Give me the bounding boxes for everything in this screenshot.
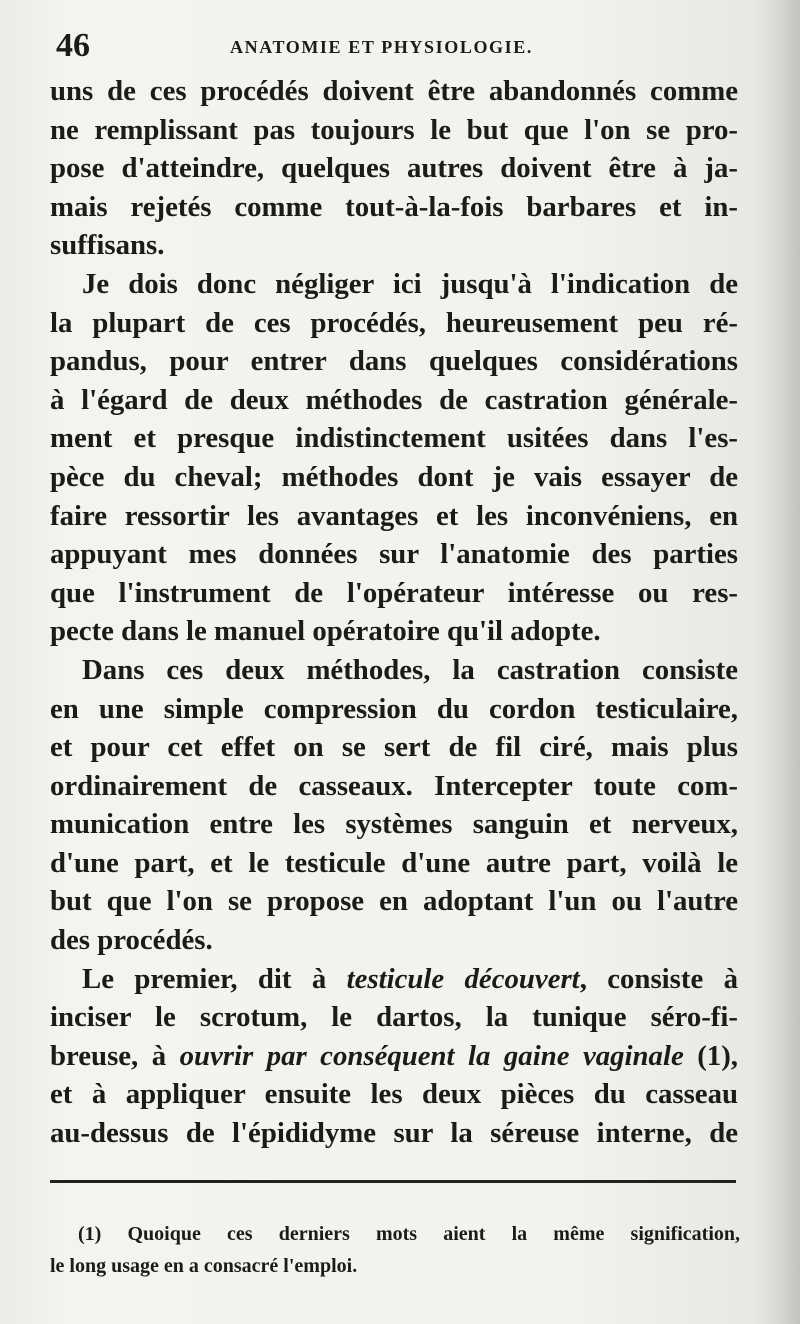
text-line [50,1037,738,1076]
text-line: Dans ces deux méthodes, la castration consiste [82,653,738,686]
text-line: mais rejetés comme tout-à-la-fois barbares et in- [50,190,738,223]
text-line: ment et presque indistinctement usitées dans l'es- [50,422,738,455]
text-line: faire ressortir les avantages et les inconvéniens, en [50,499,738,532]
italic-phrase: ouvrir par conséquent la gaine vaginale [179,1039,684,1072]
text-line: ne remplissant pas toujours le but que l'on se pro- [50,113,738,146]
text-run: breuse, à [50,1039,180,1072]
paragraph-3 [50,651,738,960]
text-line: uns de ces procédés doivent être abandonnés comme [50,75,738,107]
text-line: Je dois donc négliger ici jusqu'à l'indication de [82,267,738,300]
running-head: ANATOMIE ET PHYSIOLOGIE. [230,37,533,57]
footnote-line: le long usage en a consacré l'emploi. [50,1255,358,1277]
text-line: suffisans. [50,229,165,262]
text-line: munication entre les systèmes sanguin et nerveux, [50,808,738,841]
page-number: 46 [56,27,90,64]
text-line: à l'égard de deux méthodes de castration générale- [50,383,738,416]
text-line: que l'instrument de l'opérateur intéresse ou res- [50,576,738,609]
paragraph-1 [50,72,738,265]
text-line: appuyant mes données sur l'anatomie des parties [50,538,738,571]
text-line: en une simple compression du cordon testiculaire, [50,692,738,725]
footnote-reference: (1), [683,1039,738,1072]
text-run: , consiste à [579,962,738,995]
text-line: et à appliquer ensuite les deux pièces du casseau [50,1078,738,1111]
page-gutter-shadow [754,0,800,1324]
page-header [50,26,740,66]
text-line: au-dessus de l'épididyme sur la séreuse interne, de [50,1117,738,1150]
footnote-line: (1) Quoique ces derniers mots aient la même signification, [78,1223,740,1245]
text-line: pandus, pour entrer dans quelques considérations [50,345,738,378]
text-line [50,960,738,999]
text-line: but que l'on se propose en adoptant l'un ou l'autre [50,885,738,918]
text-line: pèce du cheval; méthodes dont je vais essayer de [50,460,738,493]
text-line: la plupart de ces procédés, heureusement peu ré- [50,306,738,339]
footnote [50,1218,740,1282]
text-line: et pour cet effet on se sert de fil ciré, mais plus [50,731,738,764]
text-line: inciser le scrotum, le dartos, la tunique séro-fi- [50,1001,738,1034]
text-run: Le premier, dit à [82,962,347,995]
body-text [50,72,738,1153]
footnote-divider [50,1180,736,1183]
text-line: ordinairement de casseaux. Intercepter toute com- [50,769,738,802]
paragraph-2 [50,265,738,651]
text-line: des procédés. [50,924,213,957]
paragraph-4 [50,960,738,1153]
italic-term: testicule découvert [346,962,580,995]
text-line: pecte dans le manuel opératoire qu'il adopte. [50,615,601,648]
text-line: pose d'atteindre, quelques autres doivent être à ja- [50,152,738,185]
text-line: d'une part, et le testicule d'une autre part, voilà le [50,846,738,879]
